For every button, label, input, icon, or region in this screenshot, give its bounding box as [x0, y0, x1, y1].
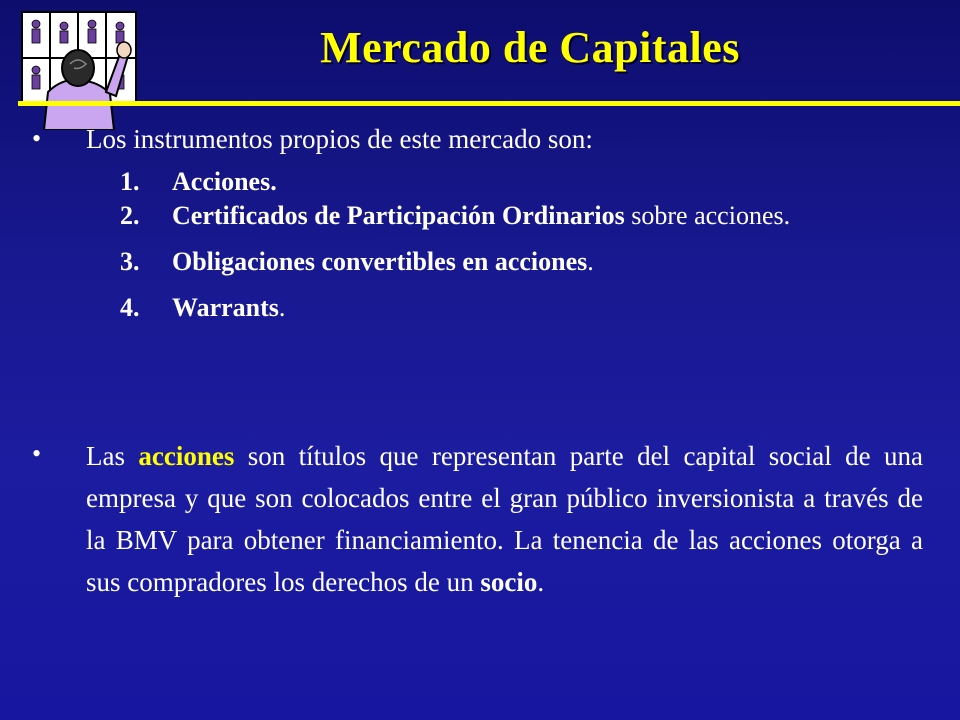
bullet-acciones-text	[86, 435, 923, 603]
list-number: 3.	[120, 247, 140, 276]
list-item	[120, 246, 920, 278]
list-number: 2.	[120, 201, 140, 230]
title-underline	[18, 101, 960, 106]
instruments-list	[120, 166, 920, 324]
bullet-instruments	[28, 120, 923, 158]
definition-body: son títulos que representan parte del capital social de una empresa y que son colocados entre el gran público inversionista a través de la BMV para obtener financiamiento. La tenencia de las acciones otorga a sus compradores los derechos de un	[86, 441, 924, 597]
list-item-bold: Certificados de Participación Ordinarios	[172, 201, 625, 230]
list-item-rest: sobre acciones.	[624, 201, 791, 230]
bullet-acciones-definition	[28, 435, 923, 603]
list-number: 1.	[120, 167, 140, 196]
list-number: 4.	[120, 293, 140, 322]
list-item-bold: Obligaciones convertibles en acciones	[172, 247, 588, 276]
highlight-acciones: acciones	[138, 441, 235, 471]
list-item	[120, 166, 920, 198]
bullet-instruments-text: Los instrumentos propios de este mercado son:	[86, 124, 593, 154]
definition-pre: Las	[86, 441, 139, 471]
bullet-symbol: •	[32, 124, 42, 153]
bullet-symbol: •	[32, 439, 42, 468]
slide-title: Mercado de Capitales	[320, 23, 740, 72]
list-item-bold: Acciones.	[172, 167, 277, 196]
list-item-bold: Warrants	[172, 293, 279, 322]
list-item	[120, 292, 920, 324]
list-item-rest: .	[278, 293, 286, 322]
bold-socio: socio	[480, 567, 538, 597]
list-item-rest: .	[587, 247, 594, 276]
list-item	[120, 200, 920, 232]
definition-post: .	[537, 567, 545, 597]
person-at-window-clipart	[14, 8, 144, 130]
